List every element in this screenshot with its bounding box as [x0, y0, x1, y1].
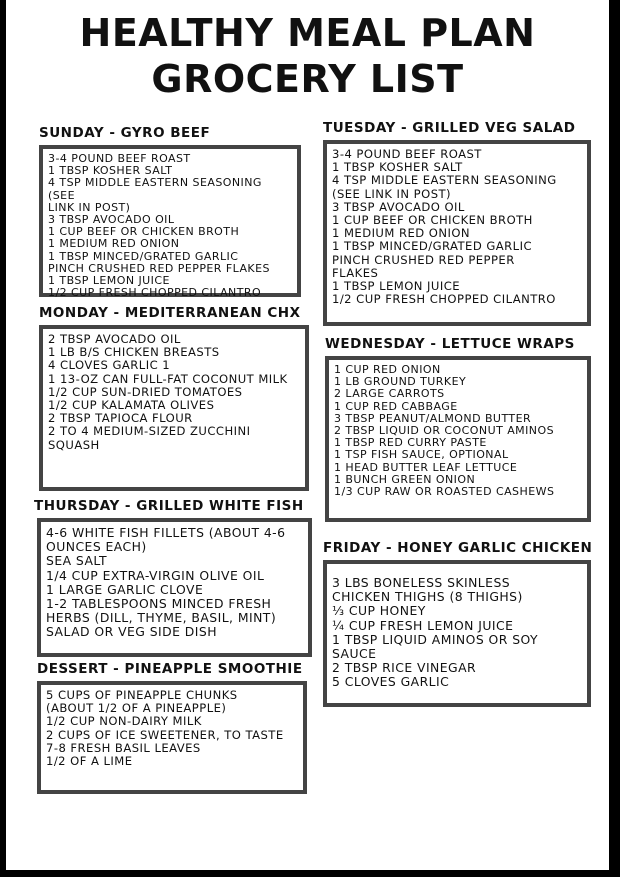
list-item: ¼ CUP FRESH LEMON JUICE [332, 617, 514, 633]
list-item: 1 TBSP MINCED/GRATED GARLIC [332, 239, 532, 254]
list-item: OUNCES EACH) [46, 539, 147, 555]
list-item: 1 MEDIUM RED ONION [332, 226, 471, 241]
list-item: PINCH CRUSHED RED PEPPER FLAKES [48, 261, 270, 275]
list-item: 3 LBS BONELESS SKINLESS [332, 575, 511, 590]
list-item: 2 TBSP LIQUID OR COCONUT AMINOS [334, 424, 555, 438]
list-item: 4-6 WHITE FISH FILLETS (ABOUT 4-6 [46, 525, 286, 540]
list-item: 1 CUP BEEF OR CHICKEN BROTH [48, 225, 240, 239]
list-item: PINCH CRUSHED RED PEPPER [332, 252, 515, 267]
section-tuesday [323, 120, 591, 326]
list-item: 4 CLOVES GARLIC 1 [48, 358, 171, 373]
section-heading: SUNDAY - GYRO BEEF [39, 125, 211, 141]
list-item: 1 MEDIUM RED ONION [48, 237, 180, 251]
section-heading: FRIDAY - HONEY GARLIC CHICKEN [323, 540, 593, 556]
list-item: 1 TBSP KOSHER SALT [332, 160, 463, 175]
list-item: 1 LARGE GARLIC CLOVE [46, 581, 204, 597]
list-item: 4 TSP MIDDLE EASTERN SEASONING [332, 173, 557, 188]
list-item: 1-2 TABLESPOONS MINCED FRESH [46, 596, 272, 612]
ingredient-list [48, 153, 291, 299]
list-item: 1 TBSP LEMON JUICE [48, 274, 170, 288]
page-title [6, 10, 609, 102]
section-dessert [37, 661, 307, 794]
list-item: 1/2 CUP FRESH CHOPPED CILANTRO [48, 286, 262, 300]
list-item: 2 CUPS OF ICE SWEETENER, TO TASTE [46, 727, 284, 742]
section-heading: TUESDAY - GRILLED VEG SALAD [323, 120, 576, 136]
ingredient-list [48, 333, 299, 452]
title-line-1: HEALTHY MEAL PLAN [79, 11, 536, 55]
ingredient-list [332, 148, 581, 306]
list-item: HERBS (DILL, THYME, BASIL, MINT) [46, 610, 277, 626]
list-item: 1 TBSP MINCED/GRATED GARLIC [48, 249, 239, 263]
list-item: 2 TBSP RICE VINEGAR [332, 660, 477, 676]
ingredient-box [39, 325, 309, 491]
list-item: 1 13-OZ CAN FULL-FAT COCONUT MILK [48, 371, 288, 386]
list-item: (SEE LINK IN POST) [332, 186, 452, 201]
list-item: 1 LB GROUND TURKEY [334, 375, 467, 389]
list-item: 1/2 CUP FRESH CHOPPED CILANTRO [332, 292, 556, 307]
ingredient-box [37, 681, 307, 794]
list-item: 1 CUP RED ONION [334, 363, 441, 376]
list-item: 1 CUP BEEF OR CHICKEN BROTH [332, 213, 533, 228]
list-item: CHICKEN THIGHS (8 THIGHS) [332, 589, 523, 605]
list-item: 1/2 CUP SUN-DRIED TOMATOES [48, 384, 243, 399]
section-heading: MONDAY - MEDITERRANEAN CHX [39, 305, 301, 321]
section-thursday [34, 498, 314, 657]
list-item: 1/3 CUP RAW OR ROASTED CASHEWS [334, 485, 555, 499]
list-item: 1 LB B/S CHICKEN BREASTS [48, 345, 220, 360]
grocery-list-page [6, 0, 609, 870]
ingredient-box [325, 356, 591, 522]
list-item: 5 CUPS OF PINEAPPLE CHUNKS [46, 688, 238, 702]
list-item: 1 CUP RED CABBAGE [334, 399, 458, 413]
section-heading: WEDNESDAY - LETTUCE WRAPS [325, 336, 575, 352]
section-sunday [39, 125, 301, 300]
section-wednesday [325, 336, 591, 522]
ingredient-box [323, 560, 591, 707]
list-item: 2 TBSP TAPIOCA FLOUR [48, 411, 193, 426]
list-item: SEA SALT [46, 553, 108, 569]
section-monday [39, 305, 309, 491]
list-item: 3 TBSP AVOCADO OIL [48, 213, 175, 227]
list-item: 5 CLOVES GARLIC [332, 674, 450, 690]
list-item: 1 TBSP LIQUID AMINOS OR SOY [332, 631, 539, 647]
list-item: 2 TO 4 MEDIUM-SIZED ZUCCHINI [48, 424, 251, 439]
list-item: SQUASH [48, 437, 100, 452]
section-heading: THURSDAY - GRILLED WHITE FISH [34, 498, 304, 514]
list-item: 1/4 CUP EXTRA-VIRGIN OLIVE OIL [46, 567, 265, 583]
list-item: 3 TBSP PEANUT/ALMOND BUTTER [334, 411, 532, 425]
list-item: 1/2 CUP NON-DAIRY MILK [46, 714, 202, 729]
list-item: ⅓ CUP HONEY [332, 603, 426, 619]
ingredient-list [332, 576, 581, 690]
list-item: 1 TBSP LEMON JUICE [332, 279, 461, 294]
list-item: 1 TBSP RED CURRY PASTE [334, 436, 487, 450]
ingredient-list [46, 689, 297, 768]
list-item: 3 TBSP AVOCADO OIL [332, 199, 465, 214]
ingredient-box [323, 140, 591, 326]
ingredient-list [46, 526, 302, 640]
list-item: 1 BUNCH GREEN ONION [334, 472, 476, 486]
list-item: LINK IN POST) [48, 200, 131, 214]
list-item: 2 LARGE CARROTS [334, 387, 445, 401]
ingredient-box [39, 145, 301, 300]
list-item: 3-4 POUND BEEF ROAST [332, 147, 482, 161]
list-item: 1/2 CUP KALAMATA OLIVES [48, 398, 215, 413]
list-item: 1 HEAD BUTTER LEAF LETTUCE [334, 460, 518, 474]
section-heading: DESSERT - PINEAPPLE SMOOTHIE [37, 661, 303, 677]
list-item: 1 TSP FISH SAUCE, OPTIONAL [334, 448, 509, 462]
list-item: 3-4 POUND BEEF ROAST [48, 152, 191, 165]
title-line-2: GROCERY LIST [151, 57, 464, 101]
list-item: 2 TBSP AVOCADO OIL [48, 332, 181, 346]
ingredient-box [37, 518, 312, 657]
list-item: SAUCE [332, 646, 377, 662]
list-item: FLAKES [332, 265, 379, 280]
section-friday [323, 540, 591, 707]
list-item: 1 TBSP KOSHER SALT [48, 164, 173, 178]
list-item: 4 TSP MIDDLE EASTERN SEASONING (SEE [48, 176, 262, 202]
list-item: SALAD OR VEG SIDE DISH [46, 624, 217, 640]
list-item: (ABOUT 1/2 OF A PINEAPPLE) [46, 701, 227, 716]
ingredient-list [334, 364, 581, 498]
list-item: 1/2 OF A LIME [46, 754, 133, 769]
list-item: 7-8 FRESH BASIL LEAVES [46, 740, 201, 755]
